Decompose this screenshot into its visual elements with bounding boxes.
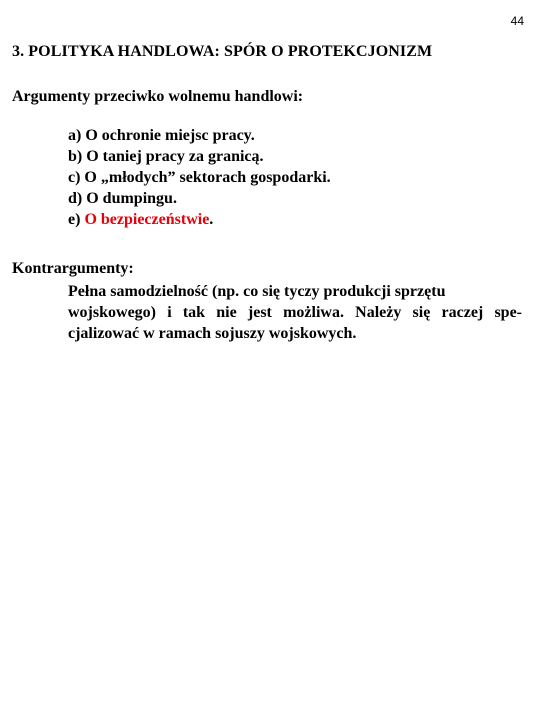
counterarguments-line-2: wojskowego) i tak nie jest możliwa. Należy się raczej spe- bbox=[68, 304, 522, 321]
argument-item-e-highlight: O bezpieczeństwie bbox=[84, 211, 210, 228]
arguments-list bbox=[68, 125, 331, 230]
counterarguments-line-1: Pełna samodzielność (np. co się tyczy produkcji sprzętu bbox=[68, 283, 446, 300]
argument-item-b: b) O taniej pracy za granicą. bbox=[68, 148, 264, 165]
argument-item-d: d) O dumpingu. bbox=[68, 190, 177, 207]
counterarguments-body bbox=[68, 281, 522, 344]
page-number: 44 bbox=[510, 14, 524, 28]
counterarguments-line-3: cjalizować w ramach sojuszy wojskowych. bbox=[68, 325, 357, 342]
section-title: 3. POLITYKA HANDLOWA: SPÓR O PROTEKCJONIZM bbox=[12, 43, 433, 60]
argument-item-e bbox=[68, 209, 331, 230]
argument-item-a: a) O ochronie miejsc pracy. bbox=[68, 127, 255, 144]
arguments-heading: Argumenty przeciwko wolnemu handlowi: bbox=[12, 88, 304, 105]
counterarguments-heading: Kontrargumenty: bbox=[12, 260, 134, 277]
argument-item-e-suffix: . bbox=[209, 211, 214, 228]
argument-item-c: c) O „młodych” sektorach gospodarki. bbox=[68, 169, 331, 186]
argument-item-e-prefix: e) bbox=[68, 211, 85, 228]
